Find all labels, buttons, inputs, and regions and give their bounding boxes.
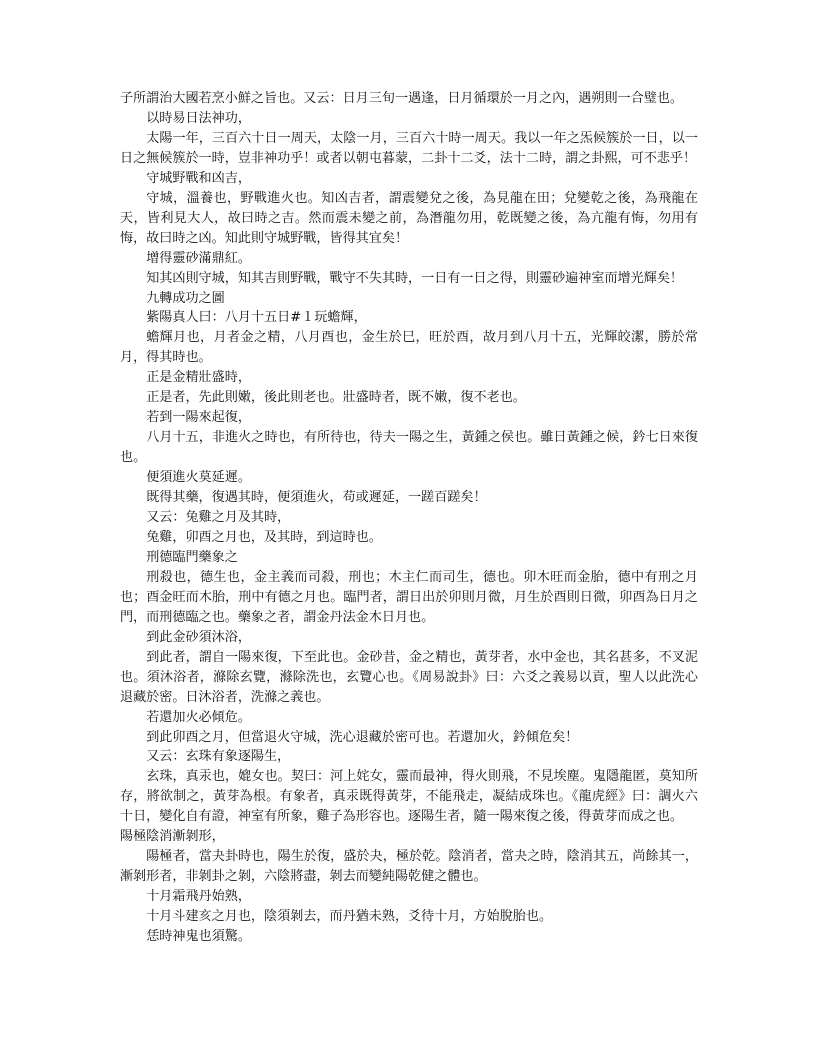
paragraph: 正是者，先此則嫩，後此則老也。壯盛時者，既不嫩，復不老也。 — [146, 390, 526, 406]
paragraph: 十月霜飛丹始熟， — [146, 889, 251, 905]
paragraph: 以時易日法神功， — [146, 110, 251, 126]
paragraph: 刑德臨門藥象之 — [146, 549, 238, 565]
paragraph: 守城，溫養也，野戰進火也。知凶吉者，謂震變兌之後，為見龍在田；兌變乾之後，為飛龍在天，皆利見大人，故曰時之吉。然而震未變之前，為潛龍勿用，乾既變之後，為亢龍有悔，勿用有悔，故曰時之凶。知此則守城野戰，皆得其宜矣！ — [120, 190, 698, 246]
paragraph: 又云：兔雞之月及其時， — [146, 510, 291, 526]
document-page — [120, 89, 698, 947]
paragraph: 陽極陰消漸剝形， — [120, 829, 225, 845]
paragraph: 八月十五，非進火之時也，有所待也，待夫一陽之生，黃鍾之侯也。雖日黃鍾之候，鈐七日來復也。 — [120, 430, 698, 466]
paragraph: 知其凶則守城，知其吉則野戰，戰守不失其時，一日有一日之得，則靈砂遍神室而增光輝矣！ — [146, 270, 684, 286]
paragraph: 蟾輝月也，月者金之精，八月酉也，金生於巳，旺於酉，故月到八月十五，光輝皎潔，勝於常月，得其時也。 — [120, 330, 698, 366]
paragraph: 子所謂治大國若烹小鮮之旨也。又云：日月三旬一遇逢，日月循環於一月之內，遇朔則一合璧也。 — [120, 91, 684, 106]
paragraph: 若還加火必傾危。 — [146, 709, 251, 725]
paragraph: 便須進火莫延遲。 — [146, 470, 251, 486]
paragraph: 又云：玄珠有象逐陽生， — [146, 749, 291, 765]
paragraph: 恁時神鬼也須驚。 — [146, 929, 251, 945]
paragraph: 十月斗建亥之月也，陰須剝去，而丹猶未熟，爻待十月，方始脫胎也。 — [146, 909, 553, 925]
paragraph: 陽極者，當夬卦時也，陽生於復，盛於夬，極於乾。陰消者，當夬之時，陰消其五，尚餘其一，漸剝形者，非剝卦之剝，六陰將盡，剝去而變純陽乾健之體也。 — [120, 849, 698, 885]
paragraph: 正是金精壯盛時， — [146, 370, 251, 386]
paragraph: 到此者，謂自一陽來復，下至此也。金砂昔，金之精也，黃芽者，水中金也，其名甚多，不叉泥也。須沐浴者，滌除玄覽，滌除洗也，玄覽心也。《周易說卦》曰：六爻之義易以貢，聖人以此洗心退藏於密。日沐浴者，洗滌之義也。 — [120, 649, 698, 705]
paragraph: 到此金砂須沐浴， — [146, 629, 251, 645]
paragraph: 刑殺也，德生也，金主義而司殺，刑也；木主仁而司生，德也。卯木旺而金胎，德中有刑之月也；酉金旺而木胎，刑中有德之月也。臨門者，謂日出於卯則月微，月生於酉則日微，卯酉為日月之門，而刑德臨之也。藥象之者，謂金丹法金木日月也。 — [120, 569, 698, 625]
paragraph: 兔雞，卯酉之月也，及其時，到這時也。 — [146, 529, 382, 545]
paragraph: 守城野戰和凶吉， — [146, 170, 251, 186]
paragraph: 若到一陽來起復， — [146, 410, 251, 426]
paragraph: 紫陽真人曰：八月十五日#１玩蟾輝， — [146, 310, 367, 326]
paragraph: 既得其藥，復遇其時，便須進火，苟或遲延，一蹉百蹉矣！ — [146, 490, 487, 506]
paragraph: 玄珠，真汞也，媲女也。契曰：河上姹女，靈而最神，得火則飛，不見埃塵。鬼隱龍匿，莫知所存，將欲制之，黃芽為根。有象者，真汞既得黃芽，不能飛走，凝結成珠也。《龍虎經》曰：調火六十日，變化自有證，神室有所象，雞子為形容也。逐陽生者，隨一陽來復之後，得黃芽而成之也。 — [120, 769, 698, 825]
paragraph: 太陽一年，三百六十日一周天，太陰一月，三百六十時一周天。我以一年之炁候簇於一日，以一日之無候簇於一時，豈非神功乎！或者以朝屯暮蒙，二卦十二爻，法十二時，謂之卦熙，可不悲乎！ — [120, 130, 698, 166]
paragraph: 增得靈砂滿鼎紅。 — [146, 250, 251, 266]
paragraph: 到此卯酉之月，但當退火守城，洗心退藏於密可也。若還加火，鈐傾危矣！ — [146, 729, 579, 745]
paragraph: 九轉成功之圖 — [146, 290, 225, 306]
